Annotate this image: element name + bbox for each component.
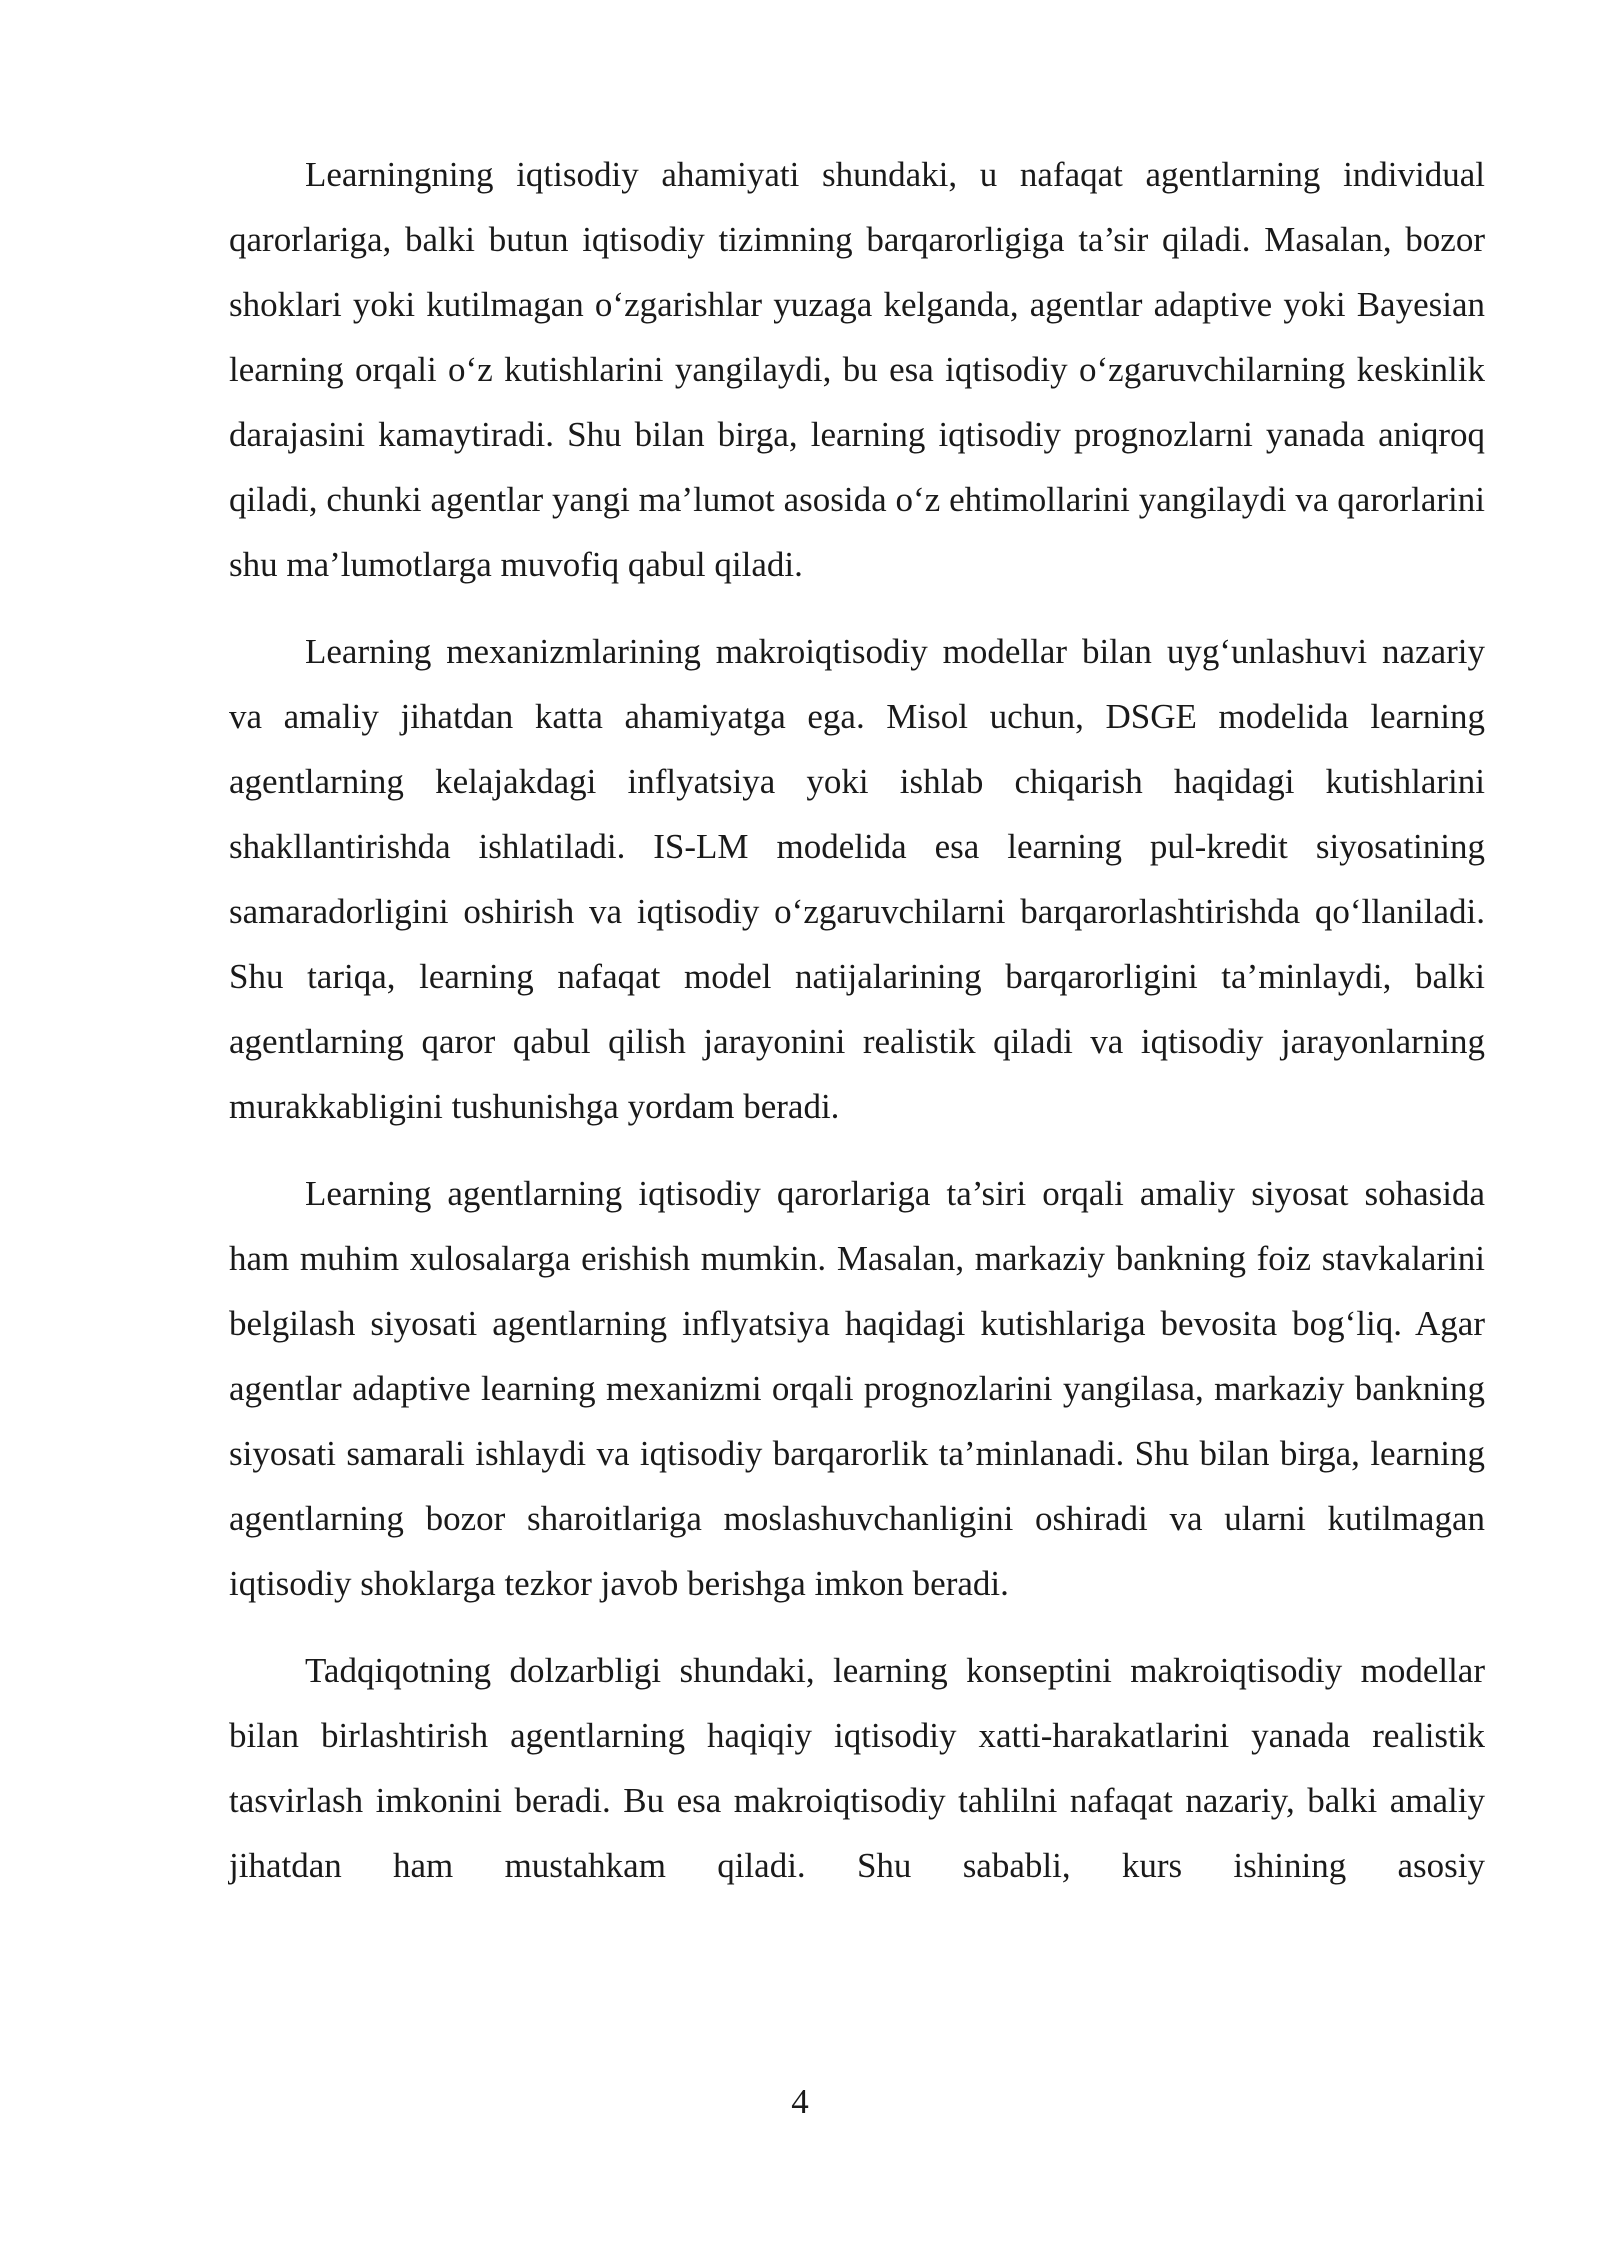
paragraph-3: Learning agentlarning iqtisodiy qarorlariga ta’siri orqali amaliy siyosat sohasida ham muhim xulosalarga erishish mumkin. Masalan, markaziy bankning foiz stavkalarini belgilash siyosati agentlarning inflyatsiya haqidagi kutishlariga bevosita bog‘liq. Agar agentlar adaptive learning mexanizmi orqali prognozlarini yangilasa, markaziy bankning siyosati samarali ishlaydi va iqtisodiy barqarorlik ta’minlanadi. Shu bilan birga, learning agentlarning bozor sharoitlariga moslashuvchanligini oshiradi va ularni kutilmagan iqtisodiy shoklarga tezkor javob berishga imkon beradi. [229,1174,1485,1603]
page-number: 4 [791,2082,809,2121]
paragraph-2: Learning mexanizmlarining makroiqtisodiy modellar bilan uyg‘unlashuvi nazariy va amaliy jihatdan katta ahamiyatga ega. Misol uchun, DSGE modelida learning agentlarning kelajakdagi inflyatsiya yoki ishlab chiqarish haqidagi kutishlarini shakllantirishda ishlatiladi. IS-LM modelida esa learning pul-kredit siyosatining samaradorligini oshirish va iqtisodiy o‘zgaruvchilarni barqarorlashtirishda qo‘llaniladi. Shu tariqa, learning nafaqat model natijalarining barqarorligini ta’minlaydi, balki agentlarning qaror qabul qilish jarayonini realistik qiladi va iqtisodiy jarayonlarning murakkabligini tushunishga yordam beradi. [229,632,1485,1126]
body-text [229,142,1485,1920]
paragraph-4: Tadqiqotning dolzarbligi shundaki, learning konseptini makroiqtisodiy modellar bilan birlashtirish agentlarning haqiqiy iqtisodiy xatti-harakatlarini yanada realistik tasvirlash imkonini beradi. Bu esa makroiqtisodiy tahlilni nafaqat nazariy, balki amaliy jihatdan ham mustahkam qiladi. Shu sababli, kurs ishining asosiy [229,1651,1485,1885]
paragraph-1: Learningning iqtisodiy ahamiyati shundaki, u nafaqat agentlarning individual qarorlariga, balki butun iqtisodiy tizimning barqarorligiga ta’sir qiladi. Masalan, bozor shoklari yoki kutilmagan o‘zgarishlar yuzaga kelganda, agentlar adaptive yoki Bayesian learning orqali o‘z kutishlarini yangilaydi, bu esa iqtisodiy o‘zgaruvchilarning keskinlik darajasini kamaytiradi. Shu bilan birga, learning iqtisodiy prognozlarni yanada aniqroq qiladi, chunki agentlar yangi ma’lumot asosida o‘z ehtimollarini yangilaydi va qarorlarini shu ma’lumotlarga muvofiq qabul qiladi. [229,155,1485,584]
